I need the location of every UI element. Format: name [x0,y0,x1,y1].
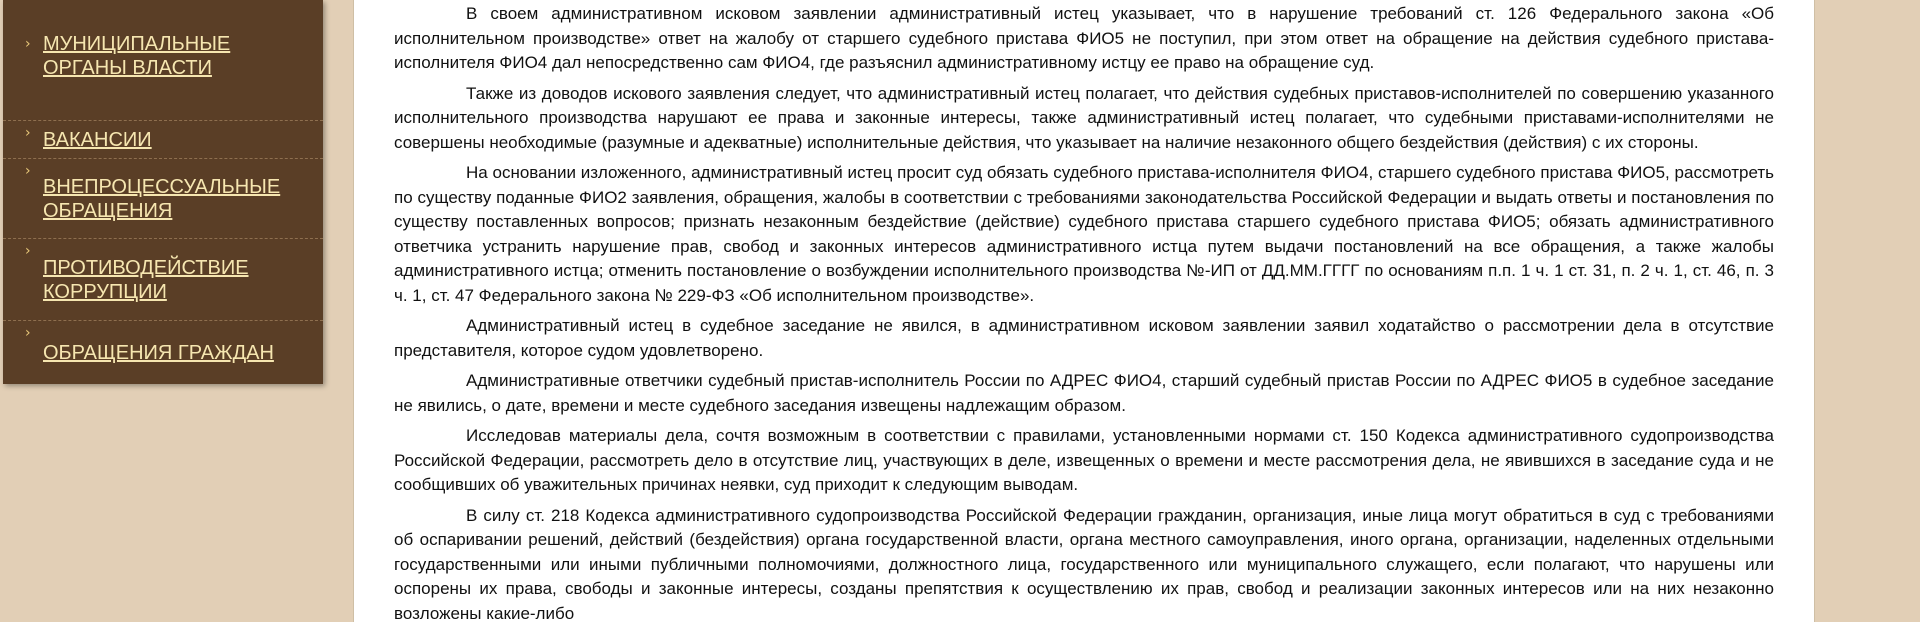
court-decision-text [394,2,1774,622]
sidebar-item-label[interactable]: ПРОТИВОДЕЙСТВИЕ КОРРУПЦИИ [43,256,249,303]
sidebar-item-label[interactable]: ВАКАНСИИ [43,128,152,151]
paragraph: Также из доводов искового заявления следует, что административный истец полагает, что действия судебных приставов-исполнителей по совершению указанного исполнительного производства нарушают ее права и законные интересы, также административный истец полагает, что судебными приставами-исполнителями не совершены необходимые (разумные и адекватные) исполнительные действия, что указывает на наличие незаконного общего бездействия (действия) с их стороны. [394,83,1774,152]
chevron-right-icon: › [25,325,31,341]
paragraph: Административный истец в судебное заседание не явился, в административном исковом заявлении заявил ходатайство о рассмотрении дела в отсутствие представителя, которое судом удовлетворено. [394,316,1774,360]
main-content [353,0,1815,622]
sidebar-item-municipal-authorities[interactable] [3,0,323,121]
sidebar-item-label[interactable]: МУНИЦИПАЛЬНЫЕ ОРГАНЫ ВЛАСТИ [43,33,231,79]
paragraph: В своем административном исковом заявлении административный истец указывает, что в нарушение требований ст. 126 Федерального закона «Об исполнительном производстве» ответ на жалобу от старшего судебного пристава ФИО5 не поступил, при этом ответ на обращение на действия судебного пристава-исполнителя ФИО4 дал непосредственно сам ФИО4, где разъяснил административному истцу ее право на обращение суд. [394,4,1774,72]
sidebar-item-label[interactable]: ОБРАЩЕНИЯ ГРАЖДАН [43,341,274,364]
sidebar-item-anti-corruption[interactable] [3,239,323,321]
sidebar-item-label[interactable]: ВНЕПРОЦЕССУАЛЬНЫЕ ОБРАЩЕНИЯ [43,175,281,222]
chevron-right-icon: › [25,243,31,259]
paragraph: Исследовав материалы дела, сочтя возможным в соответствии с правилами, установленными нормами ст. 150 Кодекса административного судопроизводства Российской Федерации, рассмотреть дело в отсутствие лиц, участвующих в деле, извещенных о времени и месте рассмотрения дела, не явившихся в заседание суда и не сообщивших об уважительных причинах неявки, суд приходит к следующим выводам. [394,426,1774,494]
paragraph: Административные ответчики судебный пристав-исполнитель России по АДРЕС ФИО4, старший судебный пристав России по АДРЕС ФИО5 в судебное заседание не явились, о дате, времени и месте судебного заседания извещены надлежащим образом. [394,371,1774,415]
sidebar-menu [3,0,323,384]
chevron-right-icon: › [25,36,31,52]
chevron-right-icon: › [25,163,31,179]
paragraph: На основании изложенного, административный истец просит суд обязать судебного пристава-исполнителя ФИО4, старшего судебного пристава ФИО5, рассмотреть по существу поданные ФИО2 заявления, обращения, жалобы в соответствии с требованиями законодательства Российской Федерации и выдать ответы и постановления по существу поставленных вопросов; признать незаконным бездействие (действие) судебного пристава старшего судебного пристава ФИО5; обязать административного ответчика устранить нарушение прав, свобод и законных интересов административного истца путем выдачи постановлений на все обращения, а также жалобы административного истца; отменить постановление о возбуждении исполнительного производства №-ИП от ДД.ММ.ГГГГ по основаниям п.п. 1 ч. 1 ст. 31, п. 2 ч. 1, ст. 46, п. 3 ч. 1, ст. 47 Федерального закона № 229-ФЗ «Об исполнительном производстве». [394,163,1774,305]
sidebar-item-citizen-appeals[interactable] [3,321,323,384]
sidebar-item-extraprocedural-appeals[interactable] [3,159,323,239]
chevron-right-icon: › [25,125,31,141]
sidebar-item-vacancies[interactable] [3,121,323,159]
paragraph: В силу ст. 218 Кодекса административного судопроизводства Российской Федерации гражданин, организация, иные лица могут обратиться в суд с требованиями об оспаривании решений, действий (бездействия) органа государственной власти, органа местного самоуправления, иного органа, организации, наделенных отдельными государственными или иными публичными полномочиями, должностного лица, государственного или муниципального служащего, если полагают, что нарушены или оспорены их права, свободы и законные интересы, созданы препятствия к осуществлению их прав, свобод и реализации законных интересов или на них незаконно возложены какие-либо [394,505,1774,622]
